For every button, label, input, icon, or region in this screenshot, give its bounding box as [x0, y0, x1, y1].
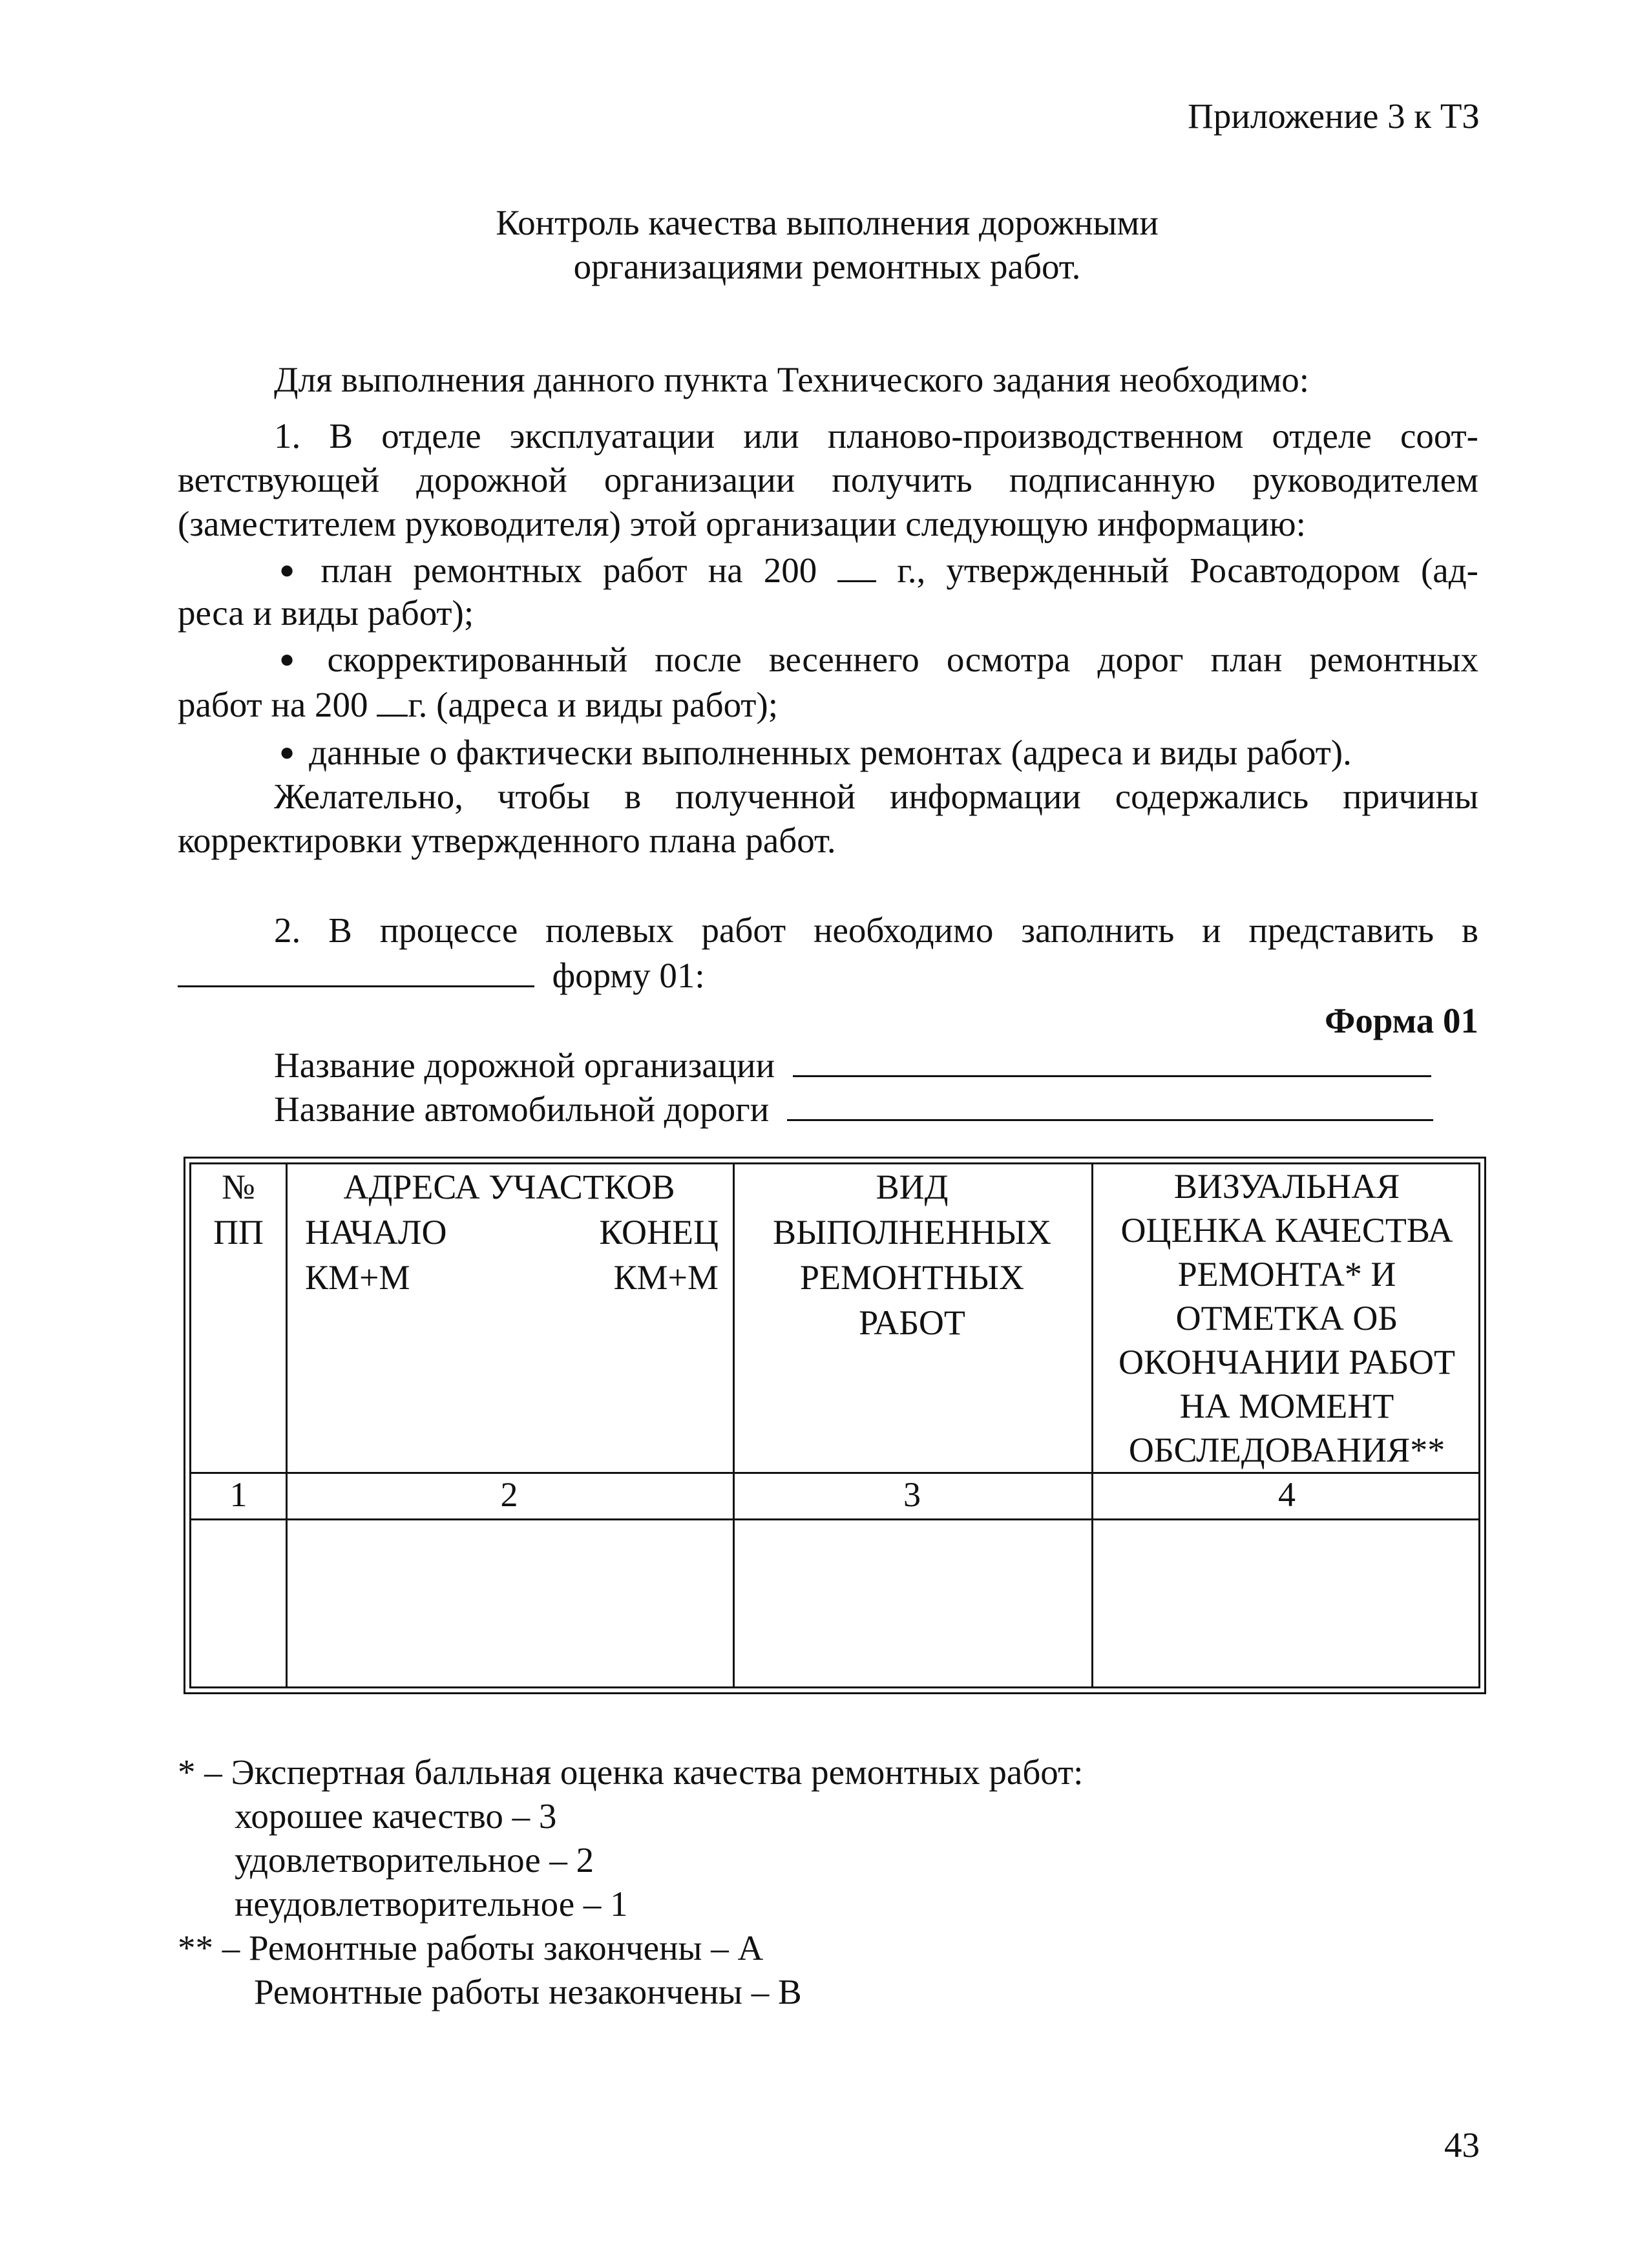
header-end-label: КОНЕЦ [599, 1213, 719, 1252]
bullet-1-line-1: ● план ремонтных работ на 200 г., утвержденный Росавтодором (ад- [279, 547, 1478, 596]
title-line-1: Контроль качества выполнения дорожными [496, 203, 1159, 242]
header-end-unit: КМ+М [613, 1258, 719, 1297]
col-number-3: 3 [903, 1475, 921, 1514]
bullet-icon: ● [279, 737, 295, 766]
form-table [184, 1157, 1486, 1694]
desirable-line-2: корректировки утвержденного плана работ. [178, 821, 836, 860]
p1-line-2: ветствующей дорожной организации получить подписанную руководителем [178, 460, 1478, 499]
col-number-4: 4 [1278, 1475, 1296, 1514]
bullet-2-line-2: работ на 200 г. (адреса и виды работ); [178, 681, 778, 728]
empty-data-row[interactable] [191, 1518, 1478, 1686]
intro-text: Для выполнения данного пункта Технического задания необходимо: [274, 360, 1310, 399]
header-cell-addresses: АДРЕСА УЧАСТКОВ [343, 1168, 675, 1206]
road-name-field [274, 1086, 1433, 1132]
header-cell-work-type: ВИД ВЫПОЛНЕННЫХ РЕМОНТНЫХ РАБОТ [772, 1168, 1052, 1342]
footnote-2: ** – Ремонтные работы закончены – А [178, 1928, 764, 1968]
page-number: 43 [1444, 2125, 1480, 2165]
footnote-1: * – Экспертная балльная оценка качества ремонтных работ: [178, 1752, 1084, 1792]
header-cell-number: № ПП [213, 1168, 264, 1252]
appendix-label: Приложение 3 к ТЗ [1188, 96, 1480, 136]
footnote-1-unsatisfactory: неудовлетворительное – 1 [235, 1884, 628, 1924]
bullet-icon: ● [279, 644, 313, 673]
title-line-2: организациями ремонтных работ. [573, 247, 1081, 286]
bullet-3: ● данные о фактически выполненных ремонтах (адреса и виды работ). [279, 733, 1352, 772]
year-blank [837, 547, 876, 582]
road-name-label: Название автомобильной дороги [274, 1089, 770, 1129]
desirable-line-1: Желательно, чтобы в полученной информации содержались причины [274, 777, 1478, 816]
bullet-1-line-2: реса и виды работ); [178, 593, 474, 633]
year-blank [377, 681, 408, 717]
org-name-input[interactable] [793, 1042, 1431, 1077]
p2-line-1: 2. В процессе полевых работ необходимо заполнить и представить в [274, 910, 1478, 950]
col-number-2: 2 [500, 1475, 518, 1514]
footnote-2-incomplete: Ремонтные работы незакончены – В [254, 1972, 802, 2011]
header-cell-visual-assessment: ВИЗУАЛЬНАЯ ОЦЕНКА КАЧЕСТВА РЕМОНТА* И ОТМЕТКА ОБ ОКОНЧАНИИ РАБОТ НА МОМЕНТ ОБСЛЕДОВАНИЯ** [1119, 1167, 1455, 1469]
form-label: Форма 01 [1325, 1001, 1478, 1040]
p1-line-1: 1. В отделе эксплуатации или планово-производственном отделе соот- [274, 416, 1478, 456]
bullet-icon: ● [279, 555, 307, 584]
footnote-1-satisfactory: удовлетворительное – 2 [235, 1840, 594, 1880]
col-number-1: 1 [229, 1475, 247, 1514]
header-start-unit: КМ+М [305, 1258, 410, 1297]
org-name-label: Название дорожной организации [274, 1045, 775, 1085]
footnote-1-good: хорошее качество – 3 [235, 1796, 557, 1836]
p1-line-3: (заместителем руководителя) этой организации следующую информацию: [178, 504, 1306, 543]
road-name-input[interactable] [787, 1086, 1433, 1121]
org-name-field [274, 1042, 1431, 1088]
form-table-inner [189, 1162, 1480, 1688]
p2-line-2: форму 01: [178, 952, 705, 998]
bullet-2-line-1: ● скорректированный после весеннего осмотра дорог план ремонтных [279, 640, 1478, 679]
recipient-blank [178, 952, 534, 987]
header-start-label: НАЧАЛО [305, 1213, 447, 1252]
